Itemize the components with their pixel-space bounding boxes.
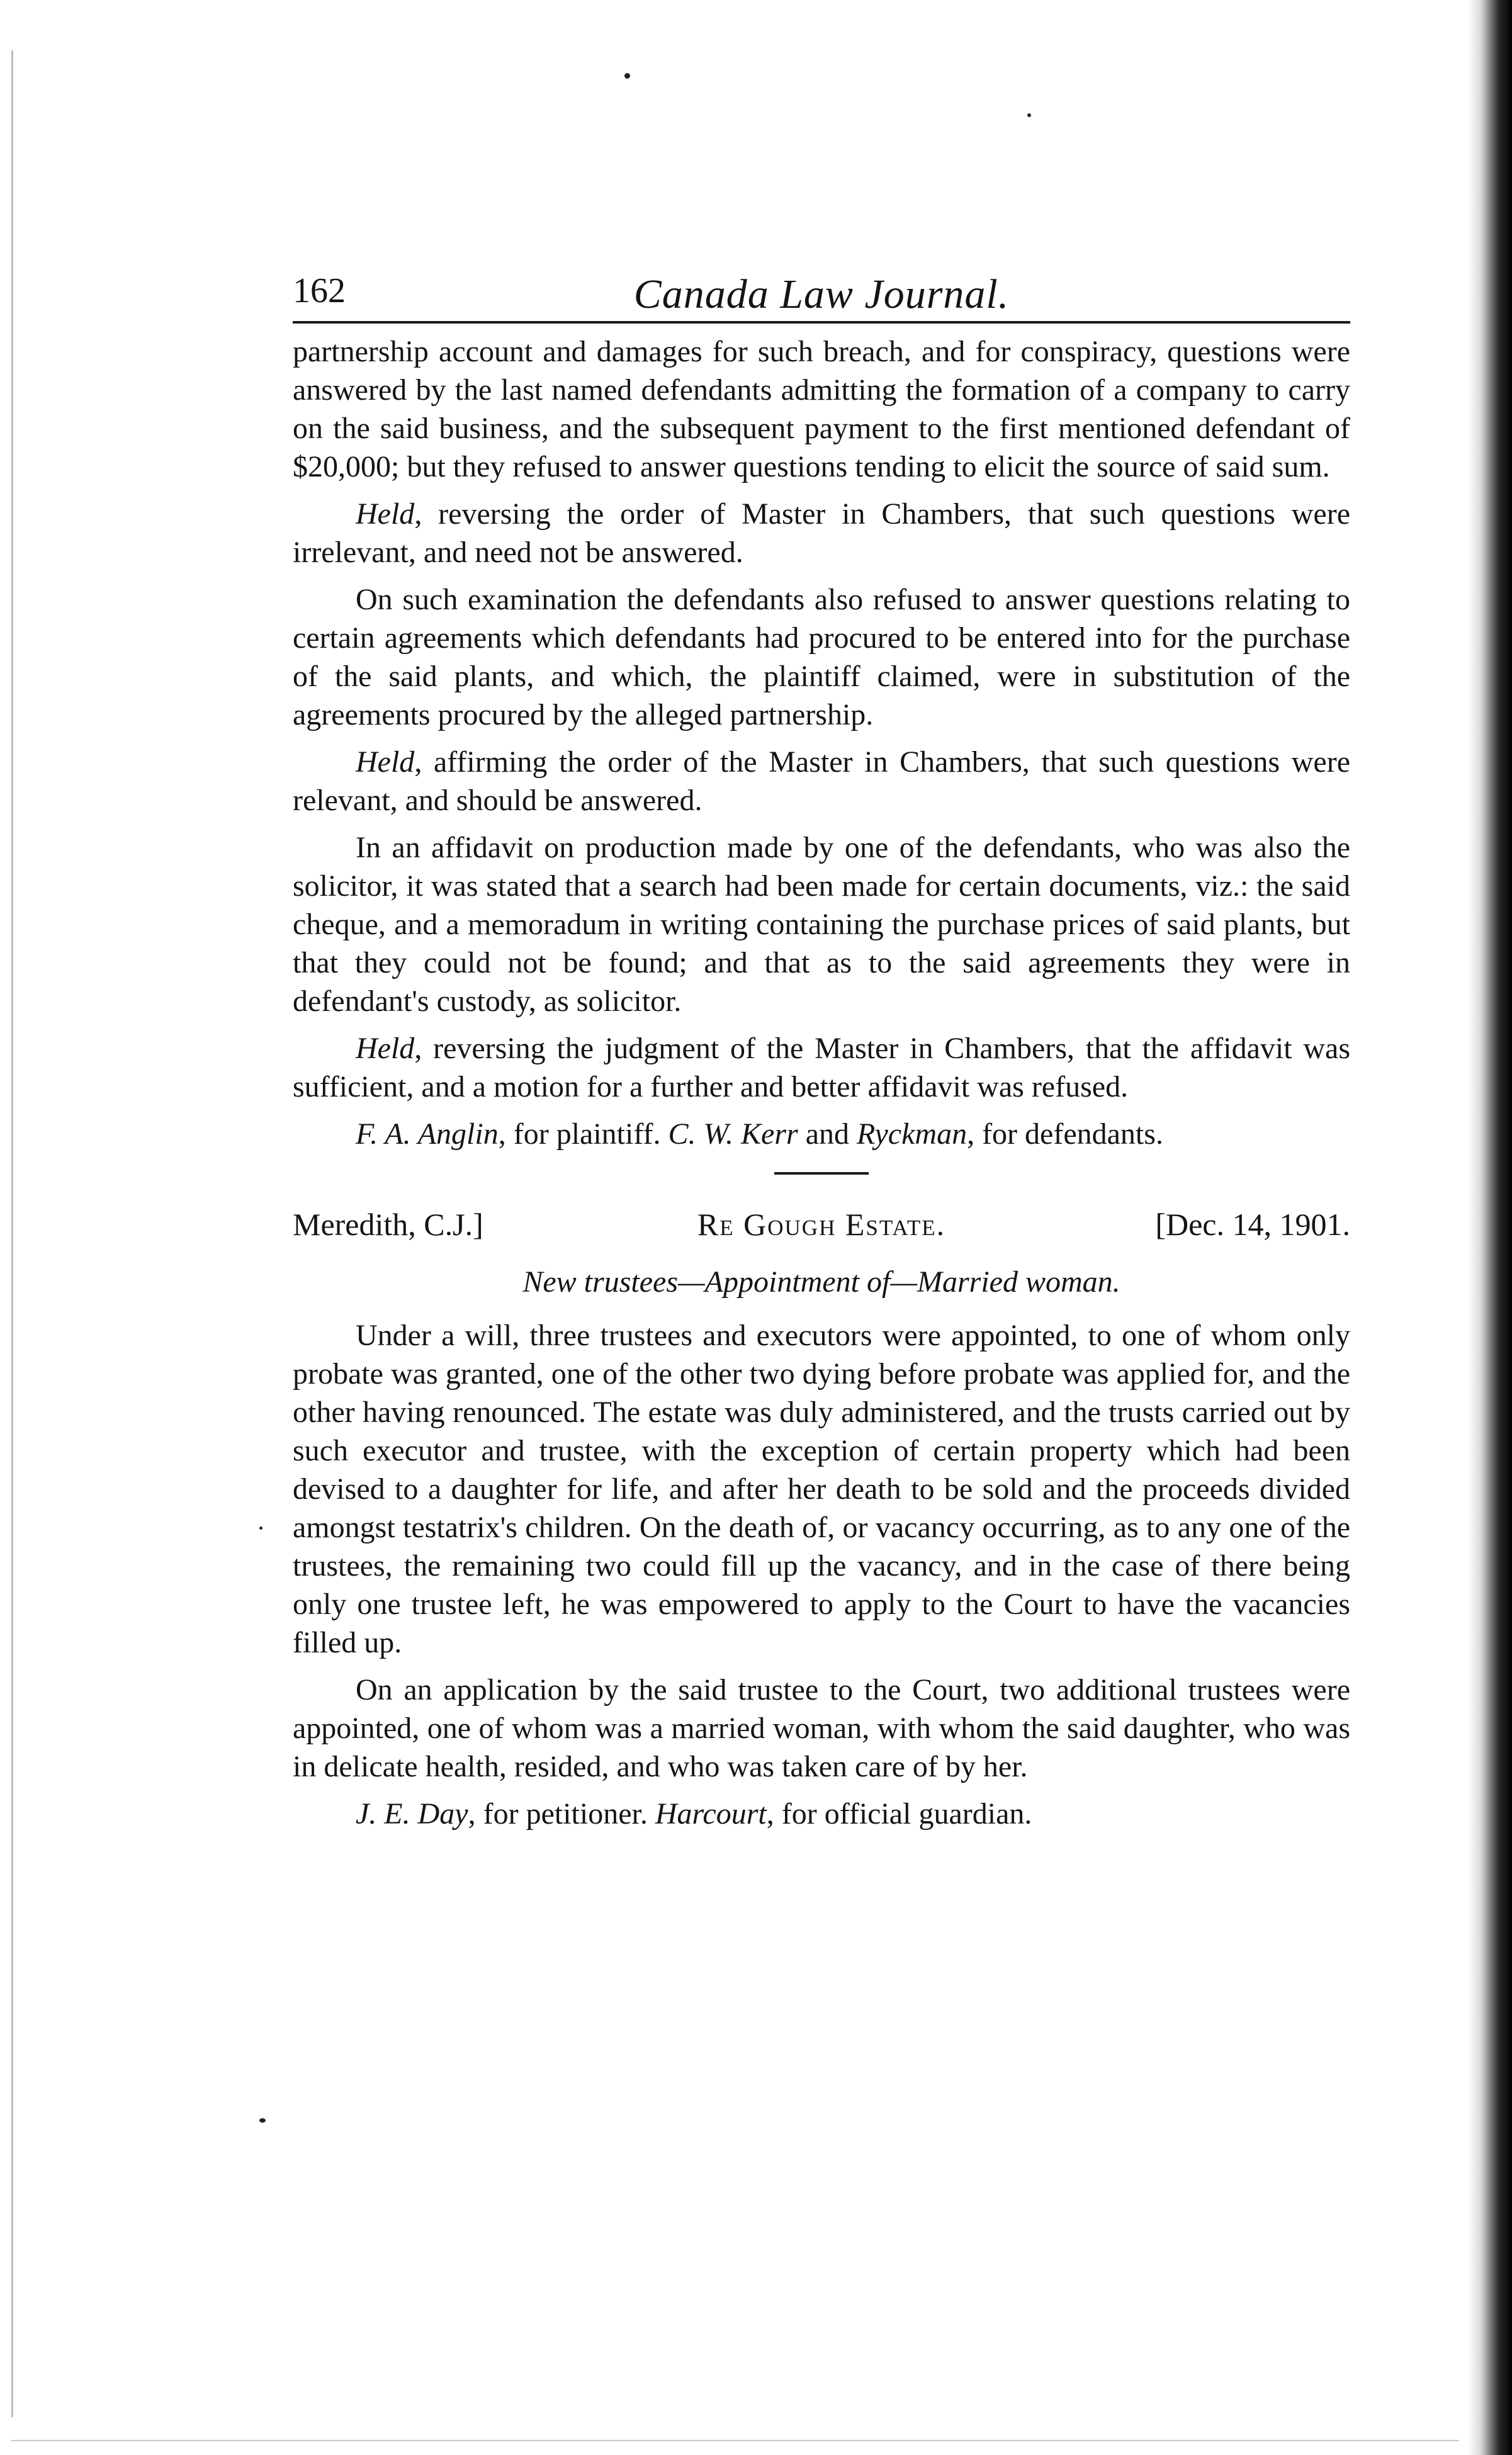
page-edge-left [11, 50, 13, 2417]
italic-run: Held [356, 745, 415, 779]
case-1-body [293, 332, 1350, 1153]
ink-speck [1027, 113, 1031, 117]
running-head [293, 252, 1350, 321]
text-run: , reversing the judgment of the Master in Chambers, that the affidavit was sufficient, and a motion for a further and better affidavit was refused. [293, 1032, 1350, 1103]
text-run: , for plaintiff. [498, 1117, 669, 1151]
counsel-line [293, 1115, 1350, 1153]
page-edge-right [1468, 0, 1512, 2455]
text-run: In an affidavit on production made by one of the defendants, who was also the solicitor, it was stated that a search had been made for certain documents, viz.: the said cheque, and a memoradum in writing containing the purchase prices of said plants, but that they could not be found; and that as to the said agreements they were in defendant's custody, as solicitor. [293, 831, 1350, 1018]
text-run: , for defendants. [967, 1117, 1163, 1151]
paragraph [293, 828, 1350, 1020]
case-2-body [293, 1316, 1350, 1833]
journal-title: Canada Law Journal. [633, 271, 1010, 317]
page-column [293, 252, 1350, 1842]
text-run: and [798, 1117, 857, 1151]
italic-run: J. E. Day [356, 1797, 468, 1831]
text-run: , reversing the order of Master in Chambers, that such questions were irrelevant, and need not be answered. [293, 497, 1350, 569]
case-heading [293, 1206, 1350, 1250]
paragraph [293, 743, 1350, 820]
paragraph [293, 580, 1350, 734]
page-edge-bottom [11, 2440, 1459, 2441]
italic-run: Held [356, 1032, 415, 1065]
ink-speck [259, 2118, 266, 2123]
paragraph [293, 1029, 1350, 1106]
case-catchwords: New trustees—Appointment of—Married woman. [522, 1265, 1120, 1299]
section-divider [774, 1172, 869, 1175]
italic-run: Ryckman [857, 1117, 968, 1151]
italic-run: C. W. Kerr [668, 1117, 798, 1151]
paragraph [293, 495, 1350, 572]
text-run: , affirming the order of the Master in Chambers, that such questions were relevant, and should be answered. [293, 745, 1350, 817]
header-rule [293, 321, 1350, 324]
paragraph [293, 1671, 1350, 1786]
case-title: Re Gough Estate. [697, 1207, 946, 1242]
page-number: 162 [293, 271, 346, 310]
paragraph [293, 1316, 1350, 1662]
text-run: On such examination the defendants also refused to answer questions relating to certain agreements which defendants had procured to be entered into for the purchase of the said plants, and which, the plaintiff claimed, were in substitution of the agreements procured by the alleged partnership. [293, 583, 1350, 731]
ink-speck [259, 1527, 262, 1530]
paragraph [293, 332, 1350, 486]
text-run: On an application by the said trustee to the Court, two additional trustees were appointed, one of whom was a married woman, with whom the said daughter, who was in delicate health, resided, and who was taken care of by her. [293, 1673, 1350, 1783]
text-run: partnership account and damages for such breach, and for conspiracy, questions were answered by the last named defendants admitting the formation of a company to carry on the said business, and the subsequent payment to the first mentioned defendant of $20,000; but they refused to answer questions tending to elicit the source of said sum. [293, 335, 1350, 483]
case-judge: Meredith, C.J.] [293, 1207, 483, 1242]
counsel-line [293, 1795, 1350, 1833]
italic-run: F. A. Anglin [356, 1117, 499, 1151]
ink-speck [624, 73, 630, 79]
italic-run: Harcourt [655, 1797, 767, 1831]
case-date: [Dec. 14, 1901. [1155, 1207, 1350, 1242]
text-run: , for official guardian. [766, 1797, 1032, 1831]
text-run: Under a will, three trustees and executors were appointed, to one of whom only probate was granted, one of the other two dying before probate was applied for, and the other having renounced. The estate was duly administered, and the trusts carried out by such executor and trustee, with the exception of certain property which had been devised to a daughter for life, and after her death to be sold and the proceeds divided amongst testatrix's children. On the death of, or vacancy occurring, as to any one of the trustees, the remaining two could fill up the vacancy, and in the case of there being only one trustee left, he was empowered to apply to the Court to have the vacancies filled up. [293, 1319, 1350, 1659]
text-run: , for petitioner. [468, 1797, 655, 1831]
italic-run: Held [356, 497, 415, 531]
